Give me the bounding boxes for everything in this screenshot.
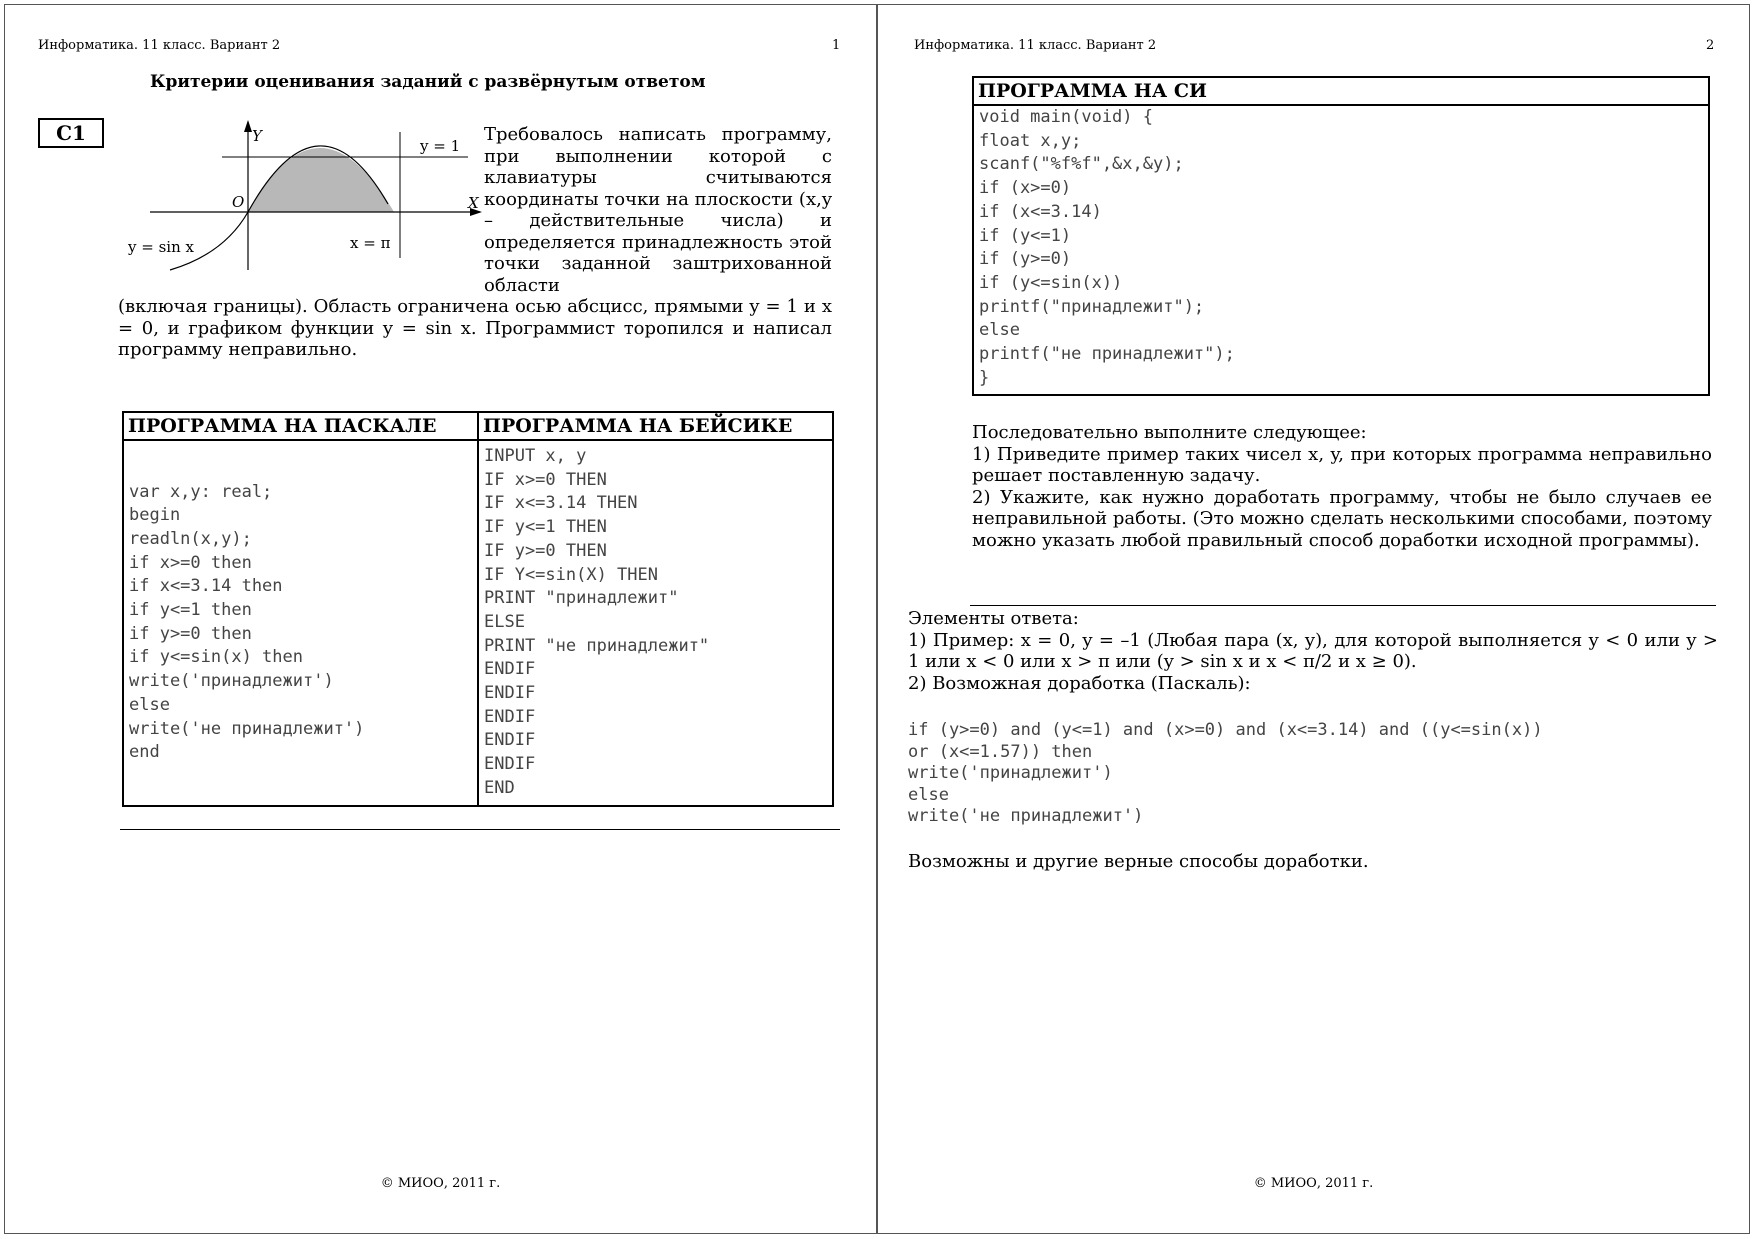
pascal-header: ПРОГРАММА НА ПАСКАЛЕ xyxy=(123,412,478,440)
c-cell xyxy=(973,105,1709,395)
origin-label: O xyxy=(232,193,245,211)
c-code: void main(void) { float x,y; scanf("%f%f",&x,&y); if (x>=0) if (x<=3.14) if (y<=1) if (y>=0) if (y<=sin(x)) printf("принадлежит"); else printf("не принадлежит"); } xyxy=(979,107,1235,388)
answer-2: 2) Возможная доработка (Паскаль): xyxy=(908,672,1251,694)
programs-table xyxy=(122,411,834,807)
task-intro-part1: Требовалось написать программу, при выполнении которой с клавиатуры считываются координаты точки на плоскости (x,y – действительные числа) и определяется принадлежность этой точки заданной заштрихованной области xyxy=(484,124,832,296)
pascal-cell xyxy=(123,440,478,806)
page-1-divider xyxy=(120,829,840,830)
page-1-header: Информатика. 11 класс. Вариант 2 xyxy=(38,38,281,53)
page-1-number: 1 xyxy=(832,38,841,53)
answer-elements xyxy=(908,608,1718,694)
answer-1: 1) Пример: x = 0, y = –1 (Любая пара (x, y), для которой выполняется y < 0 или y > 1 или x < 0 или x > π или (y > sin x и x < π/2 и x ≥ 0). xyxy=(908,629,1718,672)
y-axis-label: Y xyxy=(252,127,262,145)
y-axis-arrow xyxy=(244,120,252,132)
page-1-footer: © МИОО, 2011 г. xyxy=(380,1176,501,1191)
step-2: 2) Укажите, как нужно доработать программу, чтобы не было случаев ее неправильной работы. (Это можно сделать несколькими способами, поэтому можно указать любой правильный способ доработки исходной программы). xyxy=(972,486,1712,551)
page-2-divider xyxy=(970,605,1716,606)
answer-title: Элементы ответа: xyxy=(908,608,1079,629)
pascal-code: var x,y: real; begin readln(x,y); if x>=0 then if x<=3.14 then if y<=1 then if y>=0 then if y<=sin(x) then write('принадлежит') else write('не принадлежит') end xyxy=(129,481,365,763)
c-program-table xyxy=(972,76,1710,396)
task-label: С1 xyxy=(38,118,104,148)
page-2-number: 2 xyxy=(1706,38,1715,53)
c-header: ПРОГРАММА НА СИ xyxy=(973,77,1709,105)
page-title: Критерии оценивания заданий с развёрнутым ответом xyxy=(150,72,706,92)
x-axis-label: X xyxy=(468,194,479,212)
task-intro-part2: (включая границы). Область ограничена осью абсцисс, прямыми y = 1 и x = 0, и графиком функции y = sin x. Программист торопился и написал программу неправильно. xyxy=(118,296,832,360)
label-sin: y = sin x xyxy=(128,238,194,256)
label-y1: y = 1 xyxy=(420,137,461,155)
page-2-header: Информатика. 11 класс. Вариант 2 xyxy=(914,38,1157,53)
basic-cell xyxy=(478,440,833,806)
basic-header: ПРОГРАММА НА БЕЙСИКЕ xyxy=(478,412,833,440)
page-2-footer: © МИОО, 2011 г. xyxy=(1253,1176,1374,1191)
step-1: 1) Приведите пример таких чисел x, y, при которых программа неправильно решает поставленную задачу. xyxy=(972,443,1712,486)
steps-intro: Последовательно выполните следующее: xyxy=(972,422,1367,443)
closing-note: Возможны и другие верные способы доработки. xyxy=(908,851,1369,872)
basic-code: INPUT x, y IF x>=0 THEN IF x<=3.14 THEN IF y<=1 THEN IF y>=0 THEN IF Y<=sin(X) THEN PRINT "принадлежит" ELSE PRINT "не принадлежит" ENDIF ENDIF ENDIF ENDIF ENDIF END xyxy=(484,446,710,798)
label-x-pi: x = π xyxy=(350,234,391,252)
function-graph xyxy=(118,120,484,276)
task-steps xyxy=(972,422,1712,551)
answer-code: if (y>=0) and (y<=1) and (x>=0) and (x<=3.14) and ((y<=sin(x)) or (x<=1.57)) then write('принадлежит') else write('не принадлежит') xyxy=(908,720,1543,826)
